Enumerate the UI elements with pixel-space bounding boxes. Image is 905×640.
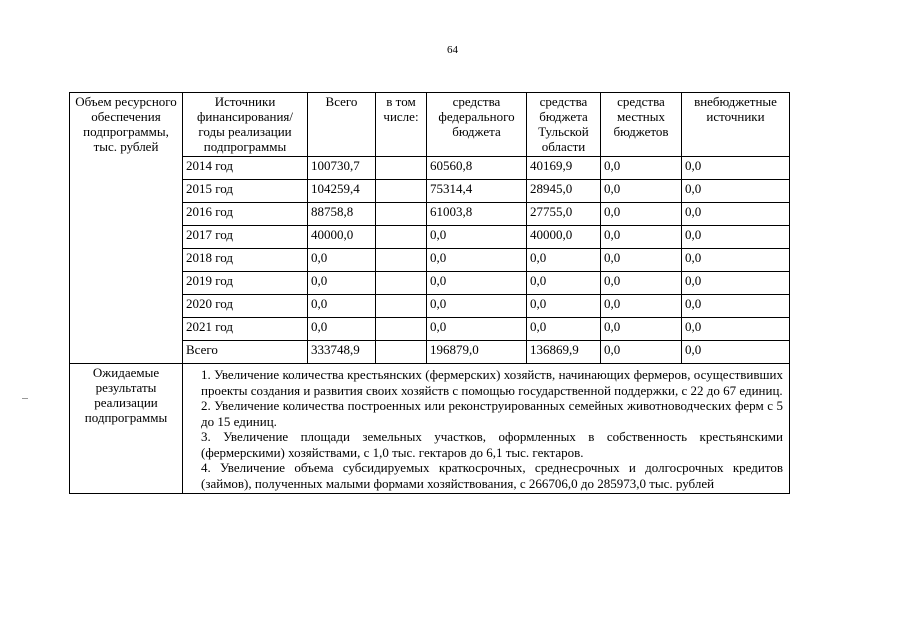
row-regional: 27755,0 — [527, 203, 601, 226]
row-year: 2017 год — [183, 226, 308, 249]
header-including: в том числе: — [376, 93, 427, 157]
row-local: 0,0 — [601, 203, 682, 226]
row-extra: 0,0 — [682, 180, 790, 203]
row-extra: 0,0 — [682, 272, 790, 295]
row-regional: 0,0 — [527, 272, 601, 295]
row-local: 0,0 — [601, 157, 682, 180]
row-total: 0,0 — [308, 318, 376, 341]
result-item: 1. Увеличение количества крестьянских (фермерских) хозяйств, начинающих фермеров, осуществивших проекты создания и развития своих хозяйств с помощью государственной поддержки, с 22 до 67 единиц. — [201, 367, 783, 398]
row-regional: 28945,0 — [527, 180, 601, 203]
page-number: 64 — [447, 44, 458, 56]
row-including — [376, 318, 427, 341]
row-local: 0,0 — [601, 249, 682, 272]
row-including — [376, 180, 427, 203]
row-year: 2015 год — [183, 180, 308, 203]
row-total: 0,0 — [308, 295, 376, 318]
header-regional: средства бюджета Тульской области — [527, 93, 601, 157]
row-including — [376, 295, 427, 318]
row-regional: 40000,0 — [527, 226, 601, 249]
row-federal: 0,0 — [427, 249, 527, 272]
row-regional: 0,0 — [527, 249, 601, 272]
subprogram-table — [69, 92, 790, 494]
row-federal: 0,0 — [427, 226, 527, 249]
resources-label: Объем ресурсного обеспечения подпрограммы, тыс. рублей — [70, 93, 183, 364]
result-item: 3. Увеличение площади земельных участков, оформленных в собственность крестьянскими (фермерскими) хозяйствами, с 1,0 тыс. гектаров до 6,1 тыс. гектаров. — [201, 429, 783, 460]
row-federal: 61003,8 — [427, 203, 527, 226]
header-extra: внебюджетные источники — [682, 93, 790, 157]
row-year: 2021 год — [183, 318, 308, 341]
row-regional: 40169,9 — [527, 157, 601, 180]
results-label: Ожидаемые результаты реализации подпрограммы — [70, 364, 183, 494]
row-regional: 0,0 — [527, 318, 601, 341]
row-year: 2016 год — [183, 203, 308, 226]
row-including — [376, 249, 427, 272]
row-year: 2014 год — [183, 157, 308, 180]
row-including — [376, 272, 427, 295]
row-year: 2019 год — [183, 272, 308, 295]
row-federal: 0,0 — [427, 295, 527, 318]
row-extra: 0,0 — [682, 157, 790, 180]
row-regional: 0,0 — [527, 295, 601, 318]
result-item: 4. Увеличение объема субсидируемых краткосрочных, среднесрочных и долгосрочных кредитов (займов), полученных малыми формами хозяйствования, с 266706,0 до 285973,0 тыс. рублей — [201, 460, 783, 491]
header-row — [70, 93, 790, 157]
results-cell — [183, 364, 790, 494]
row-extra: 0,0 — [682, 249, 790, 272]
header-local: средства местных бюджетов — [601, 93, 682, 157]
row-local: 0,0 — [601, 226, 682, 249]
row-total: 104259,4 — [308, 180, 376, 203]
row-total: 0,0 — [308, 249, 376, 272]
row-including — [376, 157, 427, 180]
row-year: Всего — [183, 341, 308, 364]
row-local: 0,0 — [601, 318, 682, 341]
row-total: 0,0 — [308, 272, 376, 295]
header-total: Всего — [308, 93, 376, 157]
row-including — [376, 226, 427, 249]
row-including — [376, 341, 427, 364]
row-extra: 0,0 — [682, 318, 790, 341]
row-local: 0,0 — [601, 341, 682, 364]
row-extra: 0,0 — [682, 295, 790, 318]
row-federal: 196879,0 — [427, 341, 527, 364]
row-extra: 0,0 — [682, 226, 790, 249]
row-federal: 75314,4 — [427, 180, 527, 203]
row-local: 0,0 — [601, 272, 682, 295]
row-regional: 136869,9 — [527, 341, 601, 364]
row-federal: 0,0 — [427, 272, 527, 295]
row-total: 100730,7 — [308, 157, 376, 180]
row-federal: 0,0 — [427, 318, 527, 341]
header-federal: средства федерального бюджета — [427, 93, 527, 157]
row-including — [376, 203, 427, 226]
result-item: 2. Увеличение количества построенных или реконструированных семейных животноводческих ферм с 5 до 15 единиц. — [201, 398, 783, 429]
row-year: 2020 год — [183, 295, 308, 318]
row-total: 40000,0 — [308, 226, 376, 249]
row-extra: 0,0 — [682, 341, 790, 364]
row-federal: 60560,8 — [427, 157, 527, 180]
margin-mark — [22, 398, 28, 399]
row-year: 2018 год — [183, 249, 308, 272]
row-local: 0,0 — [601, 295, 682, 318]
row-extra: 0,0 — [682, 203, 790, 226]
header-sources: Источники финансирования/ годы реализации подпрограммы — [183, 93, 308, 157]
row-total: 88758,8 — [308, 203, 376, 226]
results-row — [70, 364, 790, 494]
row-total: 333748,9 — [308, 341, 376, 364]
row-local: 0,0 — [601, 180, 682, 203]
